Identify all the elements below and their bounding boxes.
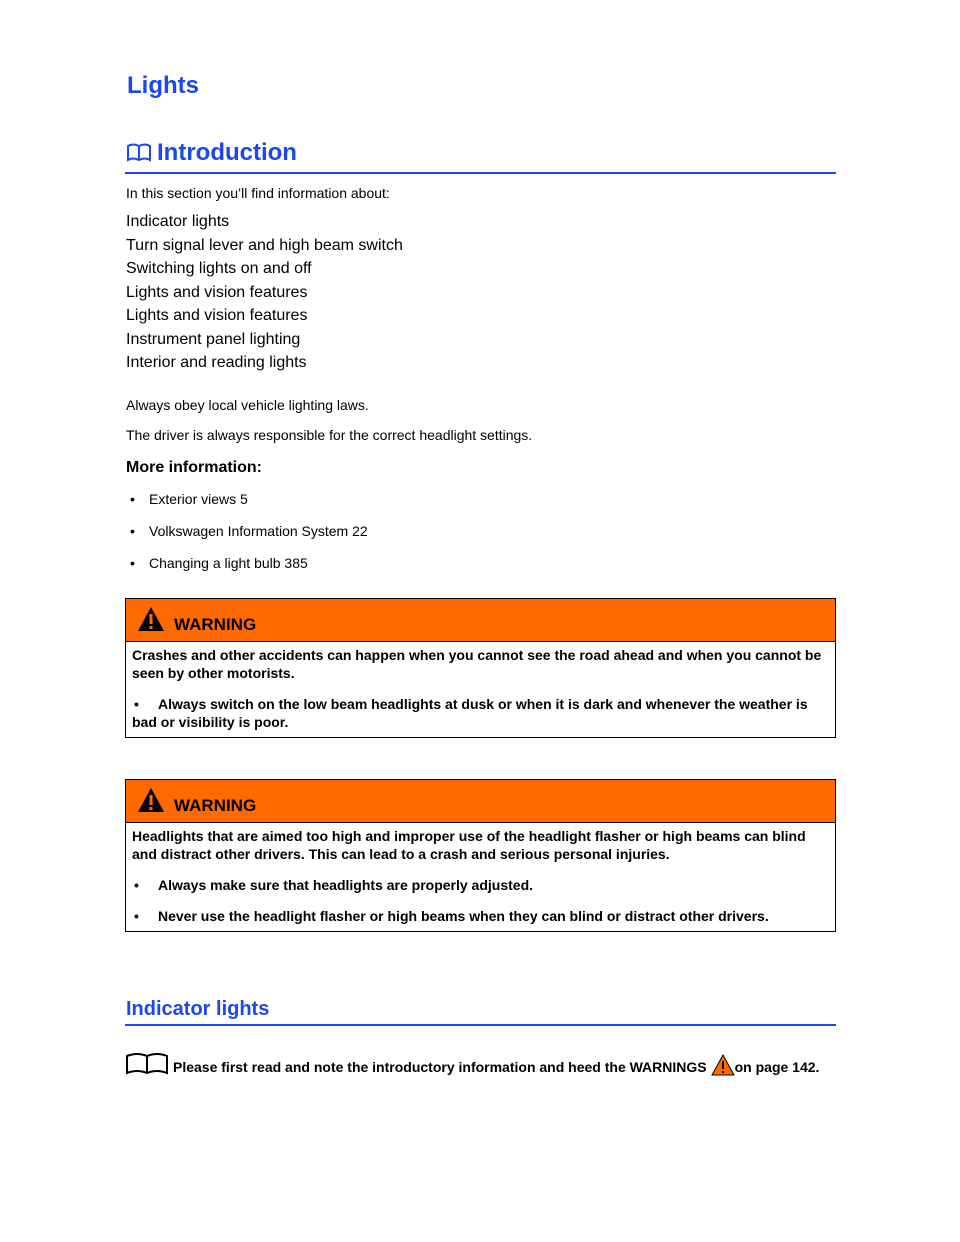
- topic-item[interactable]: Lights and vision features: [126, 307, 308, 324]
- warning-body: [126, 642, 835, 737]
- warning-box: [125, 598, 836, 738]
- warning-label: WARNING: [174, 796, 257, 815]
- list-item[interactable]: [125, 555, 368, 587]
- note-lighting-laws: Always obey local vehicle lighting laws.: [126, 397, 369, 413]
- more-info-heading: More information:: [126, 459, 262, 476]
- topic-item[interactable]: Switching lights on and off: [126, 260, 312, 277]
- reference-link[interactable]: Exterior views 5: [149, 491, 248, 507]
- warning-bullet: [132, 876, 829, 894]
- warning-triangle-icon: [136, 786, 166, 814]
- warning-triangle-icon: [711, 1054, 735, 1081]
- warning-header: [126, 780, 835, 823]
- list-item[interactable]: [125, 491, 368, 523]
- warning-text: Crashes and other accidents can happen when you cannot see the road ahead and when you cannot be seen by other motorists.: [132, 647, 822, 681]
- topic-item[interactable]: Interior and reading lights: [126, 354, 307, 371]
- bullet: •: [130, 523, 135, 539]
- warning-bullet-text: Always switch on the low beam headlights at dusk or when it is dark and whenever the weather is bad or visibility is poor.: [132, 696, 808, 730]
- intro-text: In this section you’ll find information about:: [126, 185, 390, 201]
- warning-triangle-icon: [136, 605, 166, 633]
- page-title: Lights: [127, 72, 199, 99]
- warning-bullet-text: Never use the headlight flasher or high beams when they can blind or distract other drivers.: [158, 908, 769, 924]
- note-driver-responsibility: The driver is always responsible for the correct headlight settings.: [126, 427, 533, 443]
- topic-item[interactable]: Indicator lights: [126, 213, 230, 230]
- warning-bullet: [132, 907, 829, 925]
- topic-item[interactable]: Lights and vision features: [126, 283, 308, 301]
- subsection-header: [125, 998, 836, 1026]
- section-header: [125, 139, 836, 174]
- reference-note-text: Please first read and note the introductory information and heed the WARNINGS: [173, 1059, 707, 1075]
- subsection-title: Indicator lights: [126, 998, 270, 1020]
- bullet: •: [134, 908, 139, 924]
- warning-label: WARNING: [174, 615, 257, 634]
- bullet: •: [134, 696, 139, 712]
- bullet: •: [130, 555, 135, 571]
- reference-link[interactable]: Changing a light bulb 385: [149, 555, 308, 571]
- book-icon: [125, 1052, 169, 1081]
- warning-bullet: [132, 695, 829, 731]
- topic-list: [126, 210, 403, 375]
- topic-item[interactable]: Instrument panel lighting: [126, 330, 301, 348]
- warning-header: [126, 599, 835, 642]
- book-icon: [127, 143, 151, 168]
- more-info-list: [125, 491, 368, 587]
- section-title: Introduction: [157, 139, 297, 166]
- bullet: •: [130, 491, 135, 507]
- warning-box: [125, 779, 836, 932]
- bullet: •: [134, 877, 139, 893]
- warning-bullet-text: Always make sure that headlights are properly adjusted.: [158, 877, 534, 893]
- reference-note-page[interactable]: on page 142.: [734, 1059, 820, 1075]
- reference-note: [125, 1052, 836, 1081]
- list-item[interactable]: [125, 523, 368, 555]
- warning-text: Headlights that are aimed too high and improper use of the headlight flasher or high beams can blind and distract other drivers. This can lead to a crash and serious personal injuries.: [132, 828, 806, 862]
- reference-link[interactable]: Volkswagen Information System 22: [149, 523, 368, 539]
- topic-item[interactable]: Turn signal lever and high beam switch: [126, 236, 403, 254]
- warning-body: [126, 823, 835, 931]
